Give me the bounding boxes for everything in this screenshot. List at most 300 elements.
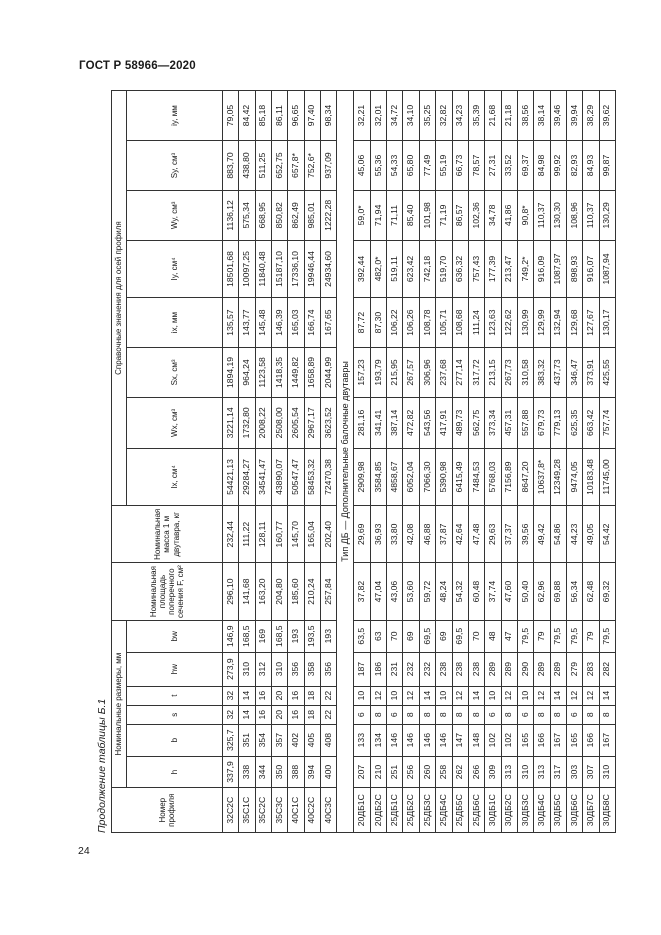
value-cell: 438,80 <box>239 141 255 191</box>
value-cell: 45,06 <box>354 141 370 191</box>
value-cell: 34541,47 <box>255 448 271 505</box>
value-cell: 472,82 <box>403 397 419 448</box>
value-cell: 213,47 <box>501 240 517 297</box>
value-cell: 1136,12 <box>223 190 239 240</box>
value-cell: 50,40 <box>517 563 533 620</box>
value-cell: 8 <box>468 705 484 724</box>
value-cell: 79 <box>583 620 599 652</box>
document-title: ГОСТ Р 58966—2020 <box>79 60 196 72</box>
value-cell: 11745,00 <box>599 448 615 505</box>
value-cell: 19946,44 <box>304 240 320 297</box>
value-cell: 108,78 <box>419 298 435 348</box>
value-cell: 6415,49 <box>452 448 468 505</box>
value-cell: 310 <box>599 756 615 788</box>
sx-header: Sx, см³ <box>127 348 223 398</box>
value-cell: 8 <box>501 705 517 724</box>
profile-cell: 25ДБ5С <box>452 788 468 833</box>
table-row <box>534 91 550 833</box>
value-cell: 310,58 <box>517 348 533 398</box>
value-cell: 400 <box>321 756 337 788</box>
value-cell: 99,87 <box>599 141 615 191</box>
value-cell: 8 <box>370 705 386 724</box>
value-cell: 296,10 <box>223 563 239 620</box>
value-cell: 408 <box>321 724 337 756</box>
value-cell: 38,56 <box>517 91 533 141</box>
value-cell: 18 <box>304 705 320 724</box>
section-label: Тип ДБ — Дополнительные балочные двутавры <box>337 91 354 833</box>
value-cell: 168,5 <box>272 620 288 652</box>
value-cell: 132,94 <box>550 298 566 348</box>
value-cell: 157,23 <box>354 348 370 398</box>
value-cell: 325,7 <box>223 724 239 756</box>
value-cell: 3221,14 <box>223 397 239 448</box>
value-cell: 54421,13 <box>223 448 239 505</box>
value-cell: 98,34 <box>321 91 337 141</box>
value-cell: 417,91 <box>436 397 452 448</box>
ix-radius-header: ix, мм <box>127 298 223 348</box>
value-cell: 742,18 <box>419 240 435 297</box>
value-cell: 47,60 <box>501 563 517 620</box>
value-cell: 258 <box>436 756 452 788</box>
profile-cell: 40С1С <box>288 788 304 833</box>
value-cell: 307 <box>583 756 599 788</box>
reference-values-header: Справочные значения для осей профиля <box>112 91 127 506</box>
value-cell: 310 <box>517 756 533 788</box>
value-cell: 8 <box>534 705 550 724</box>
table-row <box>370 91 386 833</box>
value-cell: 38,14 <box>534 91 550 141</box>
value-cell: 6 <box>517 705 533 724</box>
value-cell: 373,34 <box>485 397 501 448</box>
value-cell: 86,57 <box>452 190 468 240</box>
value-cell: 519,11 <box>387 240 403 297</box>
value-cell: 1658,89 <box>304 348 320 398</box>
value-cell: 779,13 <box>550 397 566 448</box>
profile-cell: 40С3С <box>321 788 337 833</box>
value-cell: 79,5 <box>517 620 533 652</box>
area-header: Номинальная площадь поперечного сечения F, см² <box>112 563 223 620</box>
table-row <box>485 91 501 833</box>
value-cell: 232 <box>419 652 435 686</box>
value-cell: 12 <box>403 686 419 705</box>
h-header: h <box>127 756 223 788</box>
profile-cell: 30ДБ3С <box>517 788 533 833</box>
value-cell: 32 <box>223 686 239 705</box>
value-cell: 141,68 <box>239 563 255 620</box>
iy-radius-header: iy, мм <box>127 91 223 141</box>
value-cell: 96,65 <box>288 91 304 141</box>
value-cell: 15187,10 <box>272 240 288 297</box>
value-cell: 1123,58 <box>255 348 271 398</box>
value-cell: 49,05 <box>583 506 599 563</box>
value-cell: 344 <box>255 756 271 788</box>
value-cell: 511,25 <box>255 141 271 191</box>
value-cell: 146 <box>436 724 452 756</box>
value-cell: 341,41 <box>370 397 386 448</box>
value-cell: 281,16 <box>354 397 370 448</box>
profile-cell: 40С2С <box>304 788 320 833</box>
value-cell: 122,62 <box>501 298 517 348</box>
value-cell: 58453,32 <box>304 448 320 505</box>
value-cell: 562,75 <box>468 397 484 448</box>
value-cell: 310 <box>272 652 288 686</box>
value-cell: 625,35 <box>566 397 582 448</box>
value-cell: 21,18 <box>501 91 517 141</box>
value-cell: 85,18 <box>255 91 271 141</box>
value-cell: 623,42 <box>403 240 419 297</box>
value-cell: 425,55 <box>599 348 615 398</box>
value-cell: 317,72 <box>468 348 484 398</box>
table-row <box>321 91 337 833</box>
value-cell: 6 <box>485 705 501 724</box>
profile-table <box>111 90 616 833</box>
value-cell: 6052,04 <box>403 448 419 505</box>
value-cell: 543,56 <box>419 397 435 448</box>
value-cell: 79,05 <box>223 91 239 141</box>
profile-cell: 30ДБ8С <box>599 788 615 833</box>
value-cell: 337,9 <box>223 756 239 788</box>
profile-cell: 20ДБ1С <box>354 788 370 833</box>
value-cell: 8 <box>403 705 419 724</box>
value-cell: 267,57 <box>403 348 419 398</box>
value-cell: 165 <box>566 724 582 756</box>
value-cell: 102 <box>501 724 517 756</box>
value-cell: 12 <box>501 686 517 705</box>
value-cell: 35,39 <box>468 91 484 141</box>
value-cell: 12 <box>452 686 468 705</box>
mass-header: Номинальная масса 1 м двутавра, кг <box>112 506 223 563</box>
value-cell: 47,04 <box>370 563 386 620</box>
table-row <box>550 91 566 833</box>
page-number: 24 <box>78 845 90 857</box>
table-row <box>403 91 419 833</box>
value-cell: 898,93 <box>566 240 582 297</box>
value-cell: 55,36 <box>370 141 386 191</box>
value-cell: 43890,07 <box>272 448 288 505</box>
value-cell: 70 <box>468 620 484 652</box>
value-cell: 10637,8* <box>534 448 550 505</box>
value-cell: 34,23 <box>452 91 468 141</box>
value-cell: 16 <box>288 705 304 724</box>
value-cell: 39,94 <box>566 91 582 141</box>
value-cell: 482,0* <box>370 240 386 297</box>
value-cell: 102,36 <box>468 190 484 240</box>
value-cell: 14 <box>550 686 566 705</box>
value-cell: 54,32 <box>452 563 468 620</box>
value-cell: 346,47 <box>566 348 582 398</box>
value-cell: 32 <box>223 705 239 724</box>
value-cell: 10 <box>387 686 403 705</box>
value-cell: 10 <box>354 686 370 705</box>
value-cell: 160,77 <box>272 506 288 563</box>
value-cell: 232 <box>403 652 419 686</box>
value-cell: 16 <box>255 705 271 724</box>
value-cell: 165 <box>517 724 533 756</box>
profile-cell: 30ДБ4С <box>534 788 550 833</box>
value-cell: 165,03 <box>288 298 304 348</box>
profile-cell: 35С3С <box>272 788 288 833</box>
value-cell: 289 <box>550 652 566 686</box>
value-cell: 10 <box>517 686 533 705</box>
value-cell: 146,9 <box>223 620 239 652</box>
value-cell: 165,04 <box>304 506 320 563</box>
value-cell: 749,2* <box>517 240 533 297</box>
table-row <box>354 91 370 833</box>
value-cell: 312 <box>255 652 271 686</box>
value-cell: 937,09 <box>321 141 337 191</box>
value-cell: 63 <box>370 620 386 652</box>
value-cell: 215,95 <box>387 348 403 398</box>
value-cell: 101,98 <box>419 190 435 240</box>
value-cell: 130,29 <box>599 190 615 240</box>
value-cell: 313 <box>501 756 517 788</box>
table-row <box>566 91 582 833</box>
value-cell: 457,31 <box>501 397 517 448</box>
nominal-dimensions-header: Номинальные размеры, мм <box>112 620 127 788</box>
profile-cell: 30ДБ2С <box>501 788 517 833</box>
value-cell: 354 <box>255 724 271 756</box>
table-row <box>223 91 239 833</box>
value-cell: 387,14 <box>387 397 403 448</box>
value-cell: 145,70 <box>288 506 304 563</box>
value-cell: 317 <box>550 756 566 788</box>
value-cell: 130,30 <box>550 190 566 240</box>
profile-cell: 25ДБ1С <box>387 788 403 833</box>
value-cell: 106,26 <box>403 298 419 348</box>
value-cell: 177,39 <box>485 240 501 297</box>
value-cell: 193,79 <box>370 348 386 398</box>
value-cell: 257,84 <box>321 563 337 620</box>
value-cell: 489,73 <box>452 397 468 448</box>
value-cell: 338 <box>239 756 255 788</box>
value-cell: 44,23 <box>566 506 582 563</box>
value-cell: 575,34 <box>239 190 255 240</box>
value-cell: 392,44 <box>354 240 370 297</box>
value-cell: 167 <box>599 724 615 756</box>
value-cell: 4858,67 <box>387 448 403 505</box>
table-row <box>452 91 468 833</box>
value-cell: 135,57 <box>223 298 239 348</box>
value-cell: 37,82 <box>354 563 370 620</box>
value-cell: 883,70 <box>223 141 239 191</box>
value-cell: 130,99 <box>517 298 533 348</box>
value-cell: 35,25 <box>419 91 435 141</box>
value-cell: 1894,19 <box>223 348 239 398</box>
s-header: s <box>127 705 223 724</box>
value-cell: 34,72 <box>387 91 403 141</box>
value-cell: 48,24 <box>436 563 452 620</box>
value-cell: 18501,68 <box>223 240 239 297</box>
value-cell: 69,5 <box>452 620 468 652</box>
value-cell: 12 <box>370 686 386 705</box>
rotated-table-block <box>96 90 616 833</box>
profile-cell: 25ДБ2С <box>403 788 419 833</box>
profile-cell: 32С2С <box>223 788 239 833</box>
value-cell: 260 <box>419 756 435 788</box>
hw-header: hw <box>127 652 223 686</box>
profile-cell: 25ДБ6С <box>468 788 484 833</box>
value-cell: 207 <box>354 756 370 788</box>
value-cell: 166,74 <box>304 298 320 348</box>
value-cell: 204,80 <box>272 563 288 620</box>
value-cell: 53,60 <box>403 563 419 620</box>
value-cell: 87,30 <box>370 298 386 348</box>
value-cell: 916,09 <box>534 240 550 297</box>
value-cell: 46,88 <box>419 506 435 563</box>
value-cell: 42,64 <box>452 506 468 563</box>
value-cell: 62,96 <box>534 563 550 620</box>
value-cell: 232,44 <box>223 506 239 563</box>
value-cell: 303 <box>566 756 582 788</box>
value-cell: 111,24 <box>468 298 484 348</box>
value-cell: 238 <box>436 652 452 686</box>
value-cell: 145,48 <box>255 298 271 348</box>
value-cell: 679,73 <box>534 397 550 448</box>
value-cell: 290 <box>517 652 533 686</box>
value-cell: 277,14 <box>452 348 468 398</box>
table-row <box>255 91 271 833</box>
value-cell: 37,87 <box>436 506 452 563</box>
value-cell: 99,92 <box>550 141 566 191</box>
value-cell: 10 <box>436 686 452 705</box>
value-cell: 10 <box>485 686 501 705</box>
value-cell: 60,48 <box>468 563 484 620</box>
value-cell: 110,37 <box>583 190 599 240</box>
value-cell: 193 <box>288 620 304 652</box>
value-cell: 7066,30 <box>419 448 435 505</box>
value-cell: 55,19 <box>436 141 452 191</box>
value-cell: 310 <box>239 652 255 686</box>
value-cell: 6 <box>354 705 370 724</box>
value-cell: 32,82 <box>436 91 452 141</box>
value-cell: 964,24 <box>239 348 255 398</box>
value-cell: 84,93 <box>583 141 599 191</box>
value-cell: 12 <box>566 686 582 705</box>
value-cell: 213,15 <box>485 348 501 398</box>
value-cell: 9474,05 <box>566 448 582 505</box>
value-cell: 39,56 <box>517 506 533 563</box>
value-cell: 22 <box>321 705 337 724</box>
value-cell: 283 <box>583 652 599 686</box>
value-cell: 1418,35 <box>272 348 288 398</box>
value-cell: 41,86 <box>501 190 517 240</box>
value-cell: 10097,25 <box>239 240 255 297</box>
value-cell: 1222,28 <box>321 190 337 240</box>
value-cell: 47 <box>501 620 517 652</box>
value-cell: 657,8* <box>288 141 304 191</box>
value-cell: 39,46 <box>550 91 566 141</box>
value-cell: 108,68 <box>452 298 468 348</box>
value-cell: 5390,98 <box>436 448 452 505</box>
value-cell: 146,39 <box>272 298 288 348</box>
value-cell: 105,71 <box>436 298 452 348</box>
value-cell: 69,32 <box>599 563 615 620</box>
value-cell: 557,88 <box>517 397 533 448</box>
value-cell: 14 <box>239 686 255 705</box>
value-cell: 49,42 <box>534 506 550 563</box>
value-cell: 11840,48 <box>255 240 271 297</box>
value-cell: 134 <box>370 724 386 756</box>
value-cell: 267,73 <box>501 348 517 398</box>
value-cell: 8 <box>550 705 566 724</box>
value-cell: 8 <box>583 705 599 724</box>
value-cell: 193,5 <box>304 620 320 652</box>
value-cell: 130,17 <box>599 298 615 348</box>
value-cell: 146 <box>403 724 419 756</box>
table-row <box>288 91 304 833</box>
value-cell: 985,01 <box>304 190 320 240</box>
table-row <box>304 91 320 833</box>
value-cell: 70 <box>387 620 403 652</box>
value-cell: 38,29 <box>583 91 599 141</box>
value-cell: 21,68 <box>485 91 501 141</box>
value-cell: 108,96 <box>566 190 582 240</box>
value-cell: 210 <box>370 756 386 788</box>
value-cell: 129,99 <box>534 298 550 348</box>
sy-header: Sy, см³ <box>127 141 223 191</box>
value-cell: 402 <box>288 724 304 756</box>
value-cell: 273,9 <box>223 652 239 686</box>
value-cell: 17336,10 <box>288 240 304 297</box>
value-cell: 146 <box>387 724 403 756</box>
value-cell: 12349,28 <box>550 448 566 505</box>
header-row-1 <box>112 91 127 833</box>
value-cell: 8 <box>419 705 435 724</box>
table-row <box>419 91 435 833</box>
value-cell: 237,68 <box>436 348 452 398</box>
bw-header: bw <box>127 620 223 652</box>
value-cell: 37,37 <box>501 506 517 563</box>
value-cell: 147 <box>452 724 468 756</box>
value-cell: 652,75 <box>272 141 288 191</box>
value-cell: 8 <box>599 705 615 724</box>
value-cell: 16 <box>288 686 304 705</box>
value-cell: 82,93 <box>566 141 582 191</box>
value-cell: 668,95 <box>255 190 271 240</box>
value-cell: 186 <box>370 652 386 686</box>
value-cell: 289 <box>534 652 550 686</box>
b-header: b <box>127 724 223 756</box>
value-cell: 5768,03 <box>485 448 501 505</box>
value-cell: 357 <box>272 724 288 756</box>
value-cell: 10183,48 <box>583 448 599 505</box>
value-cell: 56,34 <box>566 563 582 620</box>
value-cell: 84,98 <box>534 141 550 191</box>
value-cell: 1087,94 <box>599 240 615 297</box>
value-cell: 111,22 <box>239 506 255 563</box>
value-cell: 63,5 <box>354 620 370 652</box>
value-cell: 20 <box>272 686 288 705</box>
value-cell: 69,37 <box>517 141 533 191</box>
value-cell: 6 <box>387 705 403 724</box>
value-cell: 636,32 <box>452 240 468 297</box>
value-cell: 16 <box>255 686 271 705</box>
value-cell: 2044,99 <box>321 348 337 398</box>
value-cell: 146 <box>419 724 435 756</box>
value-cell: 14 <box>419 686 435 705</box>
value-cell: 2605,54 <box>288 397 304 448</box>
value-cell: 69 <box>436 620 452 652</box>
value-cell: 6 <box>566 705 582 724</box>
profile-cell: 35С2С <box>255 788 271 833</box>
value-cell: 757,43 <box>468 240 484 297</box>
profile-cell: 35С1С <box>239 788 255 833</box>
value-cell: 519,70 <box>436 240 452 297</box>
value-cell: 34,78 <box>485 190 501 240</box>
profile-cell: 30ДБ6С <box>566 788 582 833</box>
value-cell: 350 <box>272 756 288 788</box>
value-cell: 12 <box>534 686 550 705</box>
